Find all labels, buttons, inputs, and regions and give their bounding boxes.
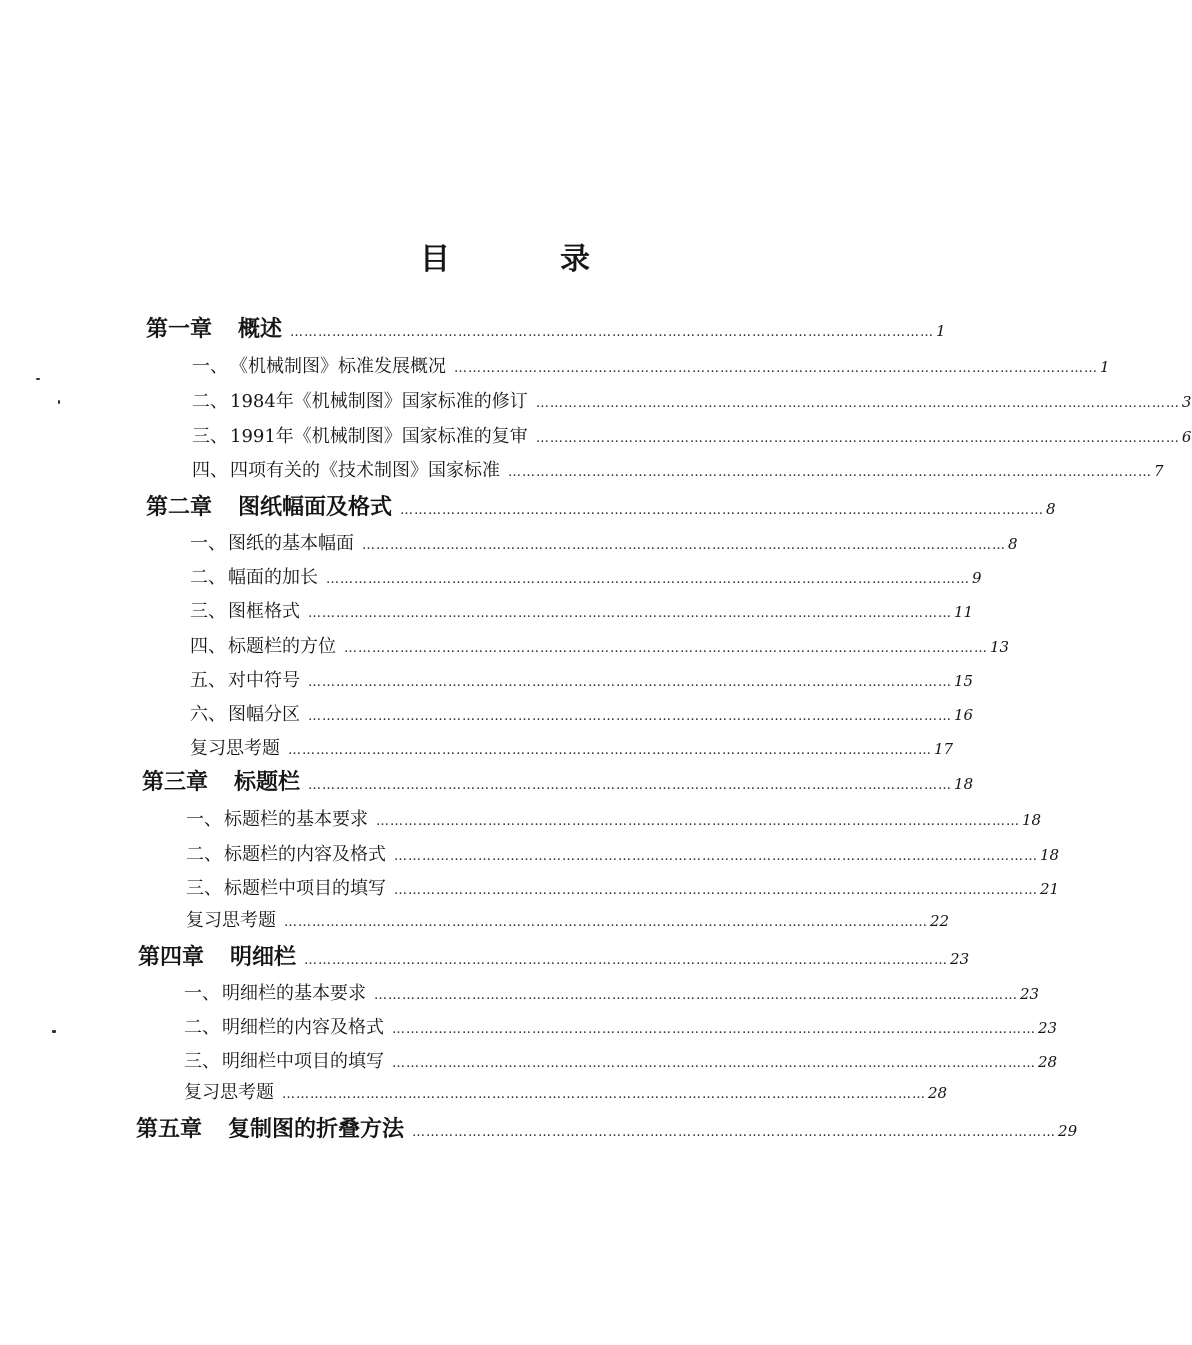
page-number: 21 xyxy=(1040,880,1060,898)
page-number: 23 xyxy=(1020,985,1040,1003)
section-title: 复习思考题 xyxy=(184,1082,274,1103)
page-number: 23 xyxy=(1038,1019,1058,1037)
page-number: 11 xyxy=(954,603,974,621)
page-number: 18 xyxy=(954,775,974,793)
section-number: 三、 xyxy=(186,878,222,899)
section-title: 复习思考题 xyxy=(186,910,276,931)
dot-leader: ………………………………………………………………………………………………………………………… xyxy=(304,953,949,968)
section-title: 《机械制图》标准发展概况 xyxy=(230,356,446,377)
toc-section xyxy=(184,979,1040,1011)
chapter-title: 标题栏 xyxy=(234,769,301,795)
dot-leader: ………………………………………………………………………………………………………………………… xyxy=(308,778,953,793)
dot-leader: ………………………………………………………………………………………………………………………… xyxy=(508,465,1152,480)
page-number: 9 xyxy=(972,569,982,587)
dot-leader: ………………………………………………………………………………………………………………………… xyxy=(392,1022,1036,1037)
toc-section xyxy=(192,422,1192,454)
page-number: 15 xyxy=(954,672,974,690)
title-char-1: 目 xyxy=(420,242,450,277)
section-number: 四、 xyxy=(192,460,228,481)
scan-speck xyxy=(36,378,40,380)
chapter-number: 第五章 xyxy=(136,1116,203,1142)
toc-section xyxy=(184,1013,1058,1045)
section-number: 六、 xyxy=(190,704,226,725)
section-number: 一、 xyxy=(192,356,228,377)
dot-leader: ………………………………………………………………………………………………………………………… xyxy=(308,709,952,724)
section-number: 二、 xyxy=(192,391,228,412)
section-number: 三、 xyxy=(184,1051,220,1072)
dot-leader: ………………………………………………………………………………………………………………………… xyxy=(326,572,970,587)
page-number: 8 xyxy=(1046,500,1056,518)
page-number: 13 xyxy=(990,638,1010,656)
section-number: 三、 xyxy=(190,601,226,622)
dot-leader: ………………………………………………………………………………………………………………………… xyxy=(376,814,1020,829)
section-number: 五、 xyxy=(190,670,226,691)
toc-review-questions xyxy=(186,906,950,938)
page-number: 28 xyxy=(1038,1053,1058,1071)
toc-section xyxy=(190,666,974,698)
section-title: 图框格式 xyxy=(228,601,300,622)
dot-leader: ………………………………………………………………………………………………………………………… xyxy=(308,675,952,690)
toc-section xyxy=(184,1047,1058,1079)
page-title xyxy=(420,234,590,278)
section-number: 二、 xyxy=(184,1017,220,1038)
scan-speck xyxy=(58,400,60,404)
page-number: 7 xyxy=(1154,462,1164,480)
dot-leader: ………………………………………………………………………………………………………………………… xyxy=(394,849,1038,864)
dot-leader: ………………………………………………………………………………………………………………………… xyxy=(282,1087,926,1102)
page-number: 8 xyxy=(1008,535,1018,553)
dot-leader: ………………………………………………………………………………………………………………………… xyxy=(394,883,1038,898)
dot-leader: ………………………………………………………………………………………………………………………… xyxy=(288,743,932,758)
toc-review-questions xyxy=(184,1078,948,1110)
section-title: 标题栏的方位 xyxy=(228,636,336,657)
dot-leader: ………………………………………………………………………………………………………………………… xyxy=(412,1125,1057,1140)
section-title: 1984年《机械制图》国家标准的修订 xyxy=(230,391,528,412)
section-number: 二、 xyxy=(190,567,226,588)
scan-speck xyxy=(52,1030,56,1033)
section-title: 对中符号 xyxy=(228,670,300,691)
section-title: 标题栏的基本要求 xyxy=(224,809,368,830)
section-title: 图纸的基本幅面 xyxy=(228,533,354,554)
dot-leader: ………………………………………………………………………………………………………………………… xyxy=(290,325,935,340)
section-title: 标题栏的内容及格式 xyxy=(224,844,386,865)
dot-leader: ………………………………………………………………………………………………………………………… xyxy=(535,431,1180,446)
toc-section xyxy=(190,597,974,629)
dot-leader: ………………………………………………………………………………………………………………………… xyxy=(308,606,952,621)
page-number: 18 xyxy=(1022,811,1042,829)
section-title: 1991年《机械制图》国家标准的复审 xyxy=(230,426,528,447)
dot-leader: ………………………………………………………………………………………………………………………… xyxy=(374,988,1018,1003)
toc-section xyxy=(192,387,1192,419)
toc-section xyxy=(186,840,1060,872)
chapter-title: 明细栏 xyxy=(230,944,297,970)
chapter-number: 第四章 xyxy=(138,944,205,970)
toc-review-questions xyxy=(190,734,954,766)
section-title: 标题栏中项目的填写 xyxy=(224,878,386,899)
toc-section xyxy=(190,632,1010,664)
chapter-number: 第二章 xyxy=(146,494,213,520)
section-number: 一、 xyxy=(186,809,222,830)
chapter-number: 第三章 xyxy=(142,769,209,795)
chapter-title: 复制图的折叠方法 xyxy=(228,1116,405,1142)
chapter-title: 图纸幅面及格式 xyxy=(238,494,393,520)
toc-chapter-5 xyxy=(136,1112,1078,1144)
dot-leader: ………………………………………………………………………………………………………………………… xyxy=(400,503,1045,518)
section-number: 三、 xyxy=(192,426,228,447)
toc-section xyxy=(186,874,1060,906)
page-number: 29 xyxy=(1058,1122,1078,1140)
section-number: 四、 xyxy=(190,636,226,657)
toc-section xyxy=(190,563,982,595)
toc-section xyxy=(190,529,1018,561)
page-number: 22 xyxy=(930,912,950,930)
chapter-title: 概述 xyxy=(238,316,283,342)
chapter-number: 第一章 xyxy=(146,316,213,342)
page-number: 3 xyxy=(1181,393,1192,411)
toc-chapter-4 xyxy=(138,940,970,972)
page-number: 17 xyxy=(934,740,954,758)
section-title: 明细栏中项目的填写 xyxy=(222,1051,384,1072)
dot-leader: ………………………………………………………………………………………………………………………… xyxy=(362,538,1006,553)
page-number: 1 xyxy=(1100,358,1110,376)
section-title: 明细栏的内容及格式 xyxy=(222,1017,384,1038)
section-title: 复习思考题 xyxy=(190,738,280,759)
page-number: 16 xyxy=(954,706,974,724)
toc-chapter-3 xyxy=(142,765,974,797)
toc-section xyxy=(192,352,1110,384)
page-number: 6 xyxy=(1181,428,1192,446)
section-title: 明细栏的基本要求 xyxy=(222,983,366,1004)
title-char-2: 录 xyxy=(560,242,590,277)
section-title: 图幅分区 xyxy=(228,704,300,725)
dot-leader: ………………………………………………………………………………………………………………………… xyxy=(392,1056,1036,1071)
toc-section xyxy=(190,700,974,732)
dot-leader: ………………………………………………………………………………………………………………………… xyxy=(284,915,928,930)
dot-leader: ………………………………………………………………………………………………………………………… xyxy=(344,641,988,656)
page-number: 1 xyxy=(936,322,946,340)
section-title: 幅面的加长 xyxy=(228,567,318,588)
page-number: 23 xyxy=(950,950,970,968)
toc-chapter-2 xyxy=(146,490,1056,522)
dot-leader: ………………………………………………………………………………………………………………………… xyxy=(535,396,1180,411)
section-number: 一、 xyxy=(190,533,226,554)
page-number: 28 xyxy=(928,1084,948,1102)
section-title: 四项有关的《技术制图》国家标准 xyxy=(230,460,500,481)
toc-section xyxy=(192,456,1164,488)
dot-leader: ………………………………………………………………………………………………………………………… xyxy=(454,361,1098,376)
section-number: 一、 xyxy=(184,983,220,1004)
toc-chapter-1 xyxy=(146,312,946,344)
toc-section xyxy=(186,805,1042,837)
page-number: 18 xyxy=(1040,846,1060,864)
section-number: 二、 xyxy=(186,844,222,865)
